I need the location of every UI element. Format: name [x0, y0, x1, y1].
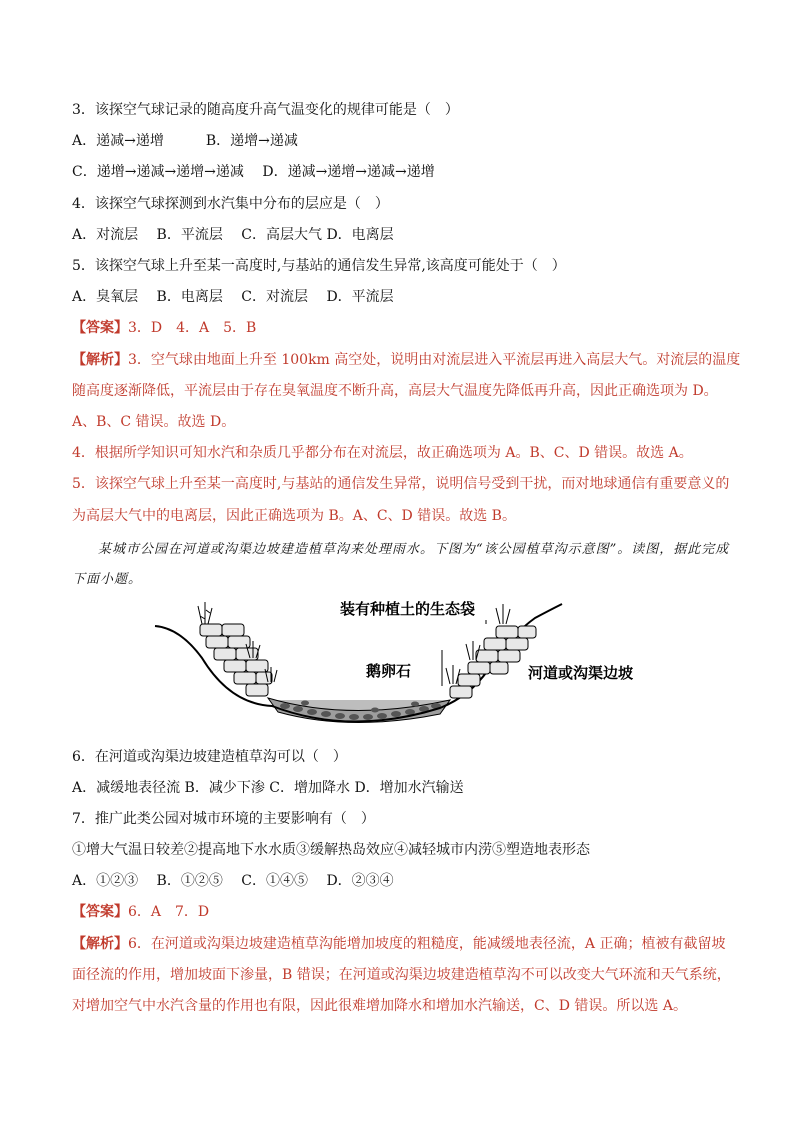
- analysis-b-line-3: 对增加空气中水汽含量的作用也有限，因此很难增加降水和增加水汽输送，C、D 错误。所以选 A。: [72, 998, 687, 1014]
- answer-text: 6．A 7．D: [128, 904, 210, 920]
- analysis-line-3: A、B、C 错误。故选 D。: [72, 414, 236, 430]
- question-7-options: A．①②③ B．①②⑤ C．①④⑤ D．②③④: [72, 873, 394, 889]
- question-6: 6．在河道或沟渠边坡建造植草沟可以（ ）: [72, 749, 347, 765]
- analysis-b-line-1: [72, 935, 725, 953]
- question-5-options: A．臭氧层 B．电离层 C．对流层 D．平流层: [72, 289, 394, 305]
- question-4-options: A．对流层 B．平流层 C．高层大气 D．电离层: [72, 227, 394, 243]
- analysis-tag: 【解析】: [72, 352, 128, 368]
- analysis-line-5: 5．该探空气球上升至某一高度时,与基站的通信发生异常，说明信号受到干扰，而对地球通信有重要意义的: [72, 476, 730, 492]
- left-eco-bags: [200, 624, 272, 696]
- question-3-options-cd: C．递增→递减→递增→递减 D．递减→递增→递减→递增: [72, 164, 435, 180]
- analysis-line-1: [72, 351, 740, 369]
- answer-tag: 【答案】: [72, 320, 128, 336]
- grass-swale-svg: [150, 596, 650, 746]
- right-eco-bags: [450, 626, 536, 698]
- answer-block-1: [72, 319, 256, 337]
- answer-block-2: [72, 903, 209, 921]
- intro-line-2: 下面小题。: [72, 572, 143, 587]
- question-5: 5．该探空气球上升至某一高度时,与基站的通信发生异常,该高度可能处于（ ）: [72, 258, 566, 274]
- label-pebble: 鹅卵石: [366, 662, 412, 680]
- analysis-b-line-2: 面径流的作用，增加坡面下渗量，B 错误；在河道或沟渠边坡建造植草沟不可以改变大气环流和天气系统，: [72, 967, 731, 983]
- question-7: 7．推广此类公园对城市环境的主要影响有（ ）: [72, 811, 375, 827]
- label-eco-bag: 装有种植土的生态袋: [340, 600, 476, 618]
- analysis-tag: 【解析】: [72, 936, 128, 952]
- answer-tag: 【答案】: [72, 904, 128, 920]
- label-slope: 河道或沟渠边坡: [528, 664, 634, 682]
- analysis-line-4: 4．根据所学知识可知水汽和杂质几乎都分布在对流层，故正确选项为 A。B、C、D 错误。故选 A。: [72, 445, 693, 461]
- analysis-line-6: 为高层大气中的电离层，因此正确选项为 B。A、C、D 错误。故选 B。: [72, 508, 516, 524]
- analysis-text: 6．在河道或沟渠边坡建造植草沟能增加坡度的粗糙度，能减缓地表径流，A 正确；植被有截留坡: [128, 936, 726, 952]
- analysis-text: 3．空气球由地面上升至 100km 高空处，说明由对流层进入平流层再进入高层大气。对流层的温度: [128, 352, 741, 368]
- intro-line-1: 某城市公园在河道或沟渠边坡建造植草沟来处理雨水。下图为“该公园植草沟示意图”。读图，据此完成: [98, 542, 730, 557]
- analysis-line-2: 随高度逐渐降低，平流层由于存在臭氧温度不断升高，高层大气温度先降低再升高，因此正确选项为 D。: [72, 383, 718, 399]
- question-4: 4．该探空气球探测到水汽集中分布的层应是（ ）: [72, 196, 389, 212]
- question-7-items: ①增大气温日较差②提高地下水水质③缓解热岛效应④减轻城市内涝⑤塑造地表形态: [72, 842, 590, 858]
- answer-text: 3．D 4．A 5．B: [128, 320, 257, 336]
- question-6-options: A．减缓地表径流 B．减少下渗 C．增加降水 D．增加水汽输送: [72, 780, 464, 796]
- grass-swale-diagram: [150, 596, 650, 746]
- question-3-options-ab: A．递减→递增 B．递增→递减: [72, 133, 298, 149]
- question-3: 3．该探空气球记录的随高度升高气温变化的规律可能是（ ）: [72, 102, 459, 118]
